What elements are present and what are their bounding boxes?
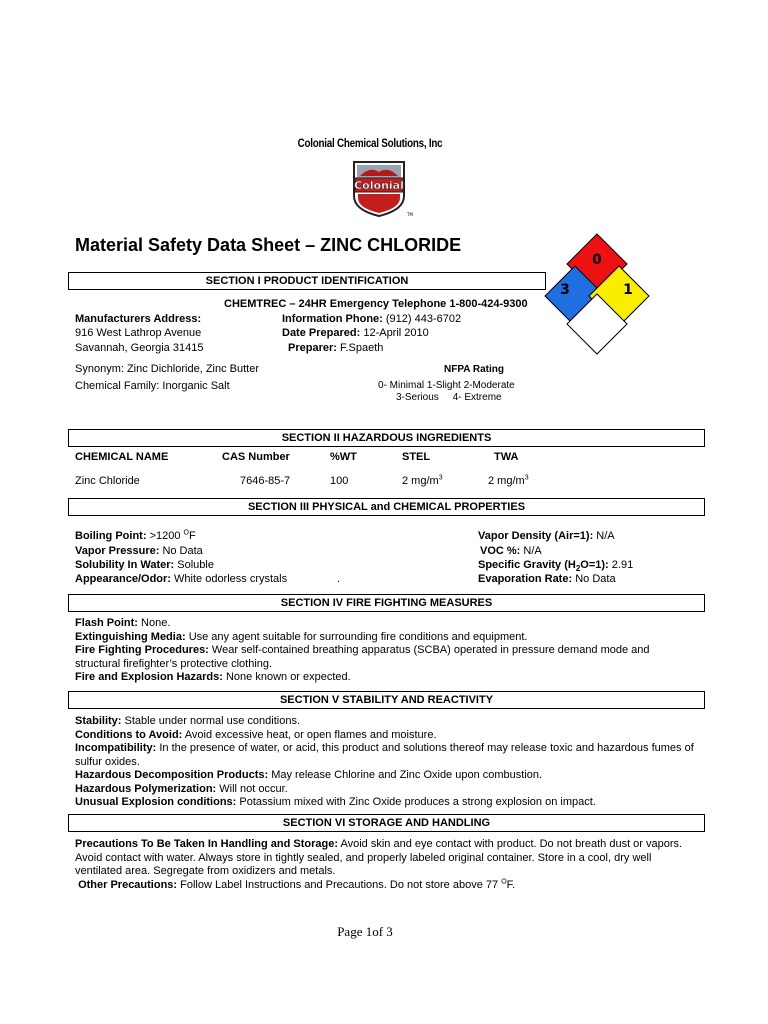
nfpa-flammability-value: 0 — [592, 252, 602, 268]
specific-gravity: Specific Gravity $(H_2O=1)$: 2.91 — [478, 559, 634, 574]
section2-heading: SECTION II HAZARDOUS INGREDIENTS — [68, 429, 705, 447]
appearance: Appearance/Odor: White odorless crystals — [75, 573, 288, 585]
nfpa-reactivity-value: 1 — [623, 282, 633, 298]
chemical-family: Chemical Family: Inorganic Salt — [75, 380, 230, 392]
row-wt: 100 — [330, 475, 349, 487]
address-line1: 916 West Lathrop Avenue — [75, 327, 202, 339]
section1-heading: SECTION I PRODUCT IDENTIFICATION — [68, 272, 546, 290]
section6-heading: SECTION VI STORAGE AND HANDLING — [68, 814, 705, 832]
row-cas-number: 7646-85-7 — [240, 475, 291, 487]
logo-text: Colonial — [354, 179, 404, 192]
company-name: Colonial Chemical Solutions, Inc — [297, 136, 443, 150]
row-stel: 2 $mg/m^3$ — [402, 474, 443, 487]
nfpa-diamond — [545, 228, 655, 358]
section5-body: Stability: Stable under normal use conditions. Conditions to Avoid: Avoid excessive heat, or open flames and moisture. Incompatibility: In the presence of water, or acid, this product and solutions thereof may release toxic and hazardous fumes of sulfur oxides. Hazardous Decomposition Products: May release Chlorine and Zinc Oxide upon combustion. Hazardous Polymerization: Will not occur. Unusual Explosion conditions: Potassium mixed with Zinc Oxide produces a strong explosion on impact. — [75, 715, 694, 808]
evaporation-rate: Evaporation Rate: No Data — [478, 573, 616, 585]
date-prepared: Date Prepared: 12-April 2010 — [282, 327, 429, 339]
colonial-logo — [346, 156, 412, 218]
voc: VOC %: N/A — [480, 545, 542, 557]
section3-heading: SECTION III PHYSICAL and CHEMICAL PROPERTIES — [68, 498, 705, 516]
row-twa: 2 $mg/m^3$ — [488, 474, 529, 487]
nfpa-scale-line1: 0- Minimal 1-Slight 2-Moderate — [378, 380, 515, 391]
page-number: Page 1of 3 — [337, 924, 393, 939]
vapor-density: Vapor Density (Air=1): N/A — [478, 530, 615, 542]
col-chemical-name: CHEMICAL NAME — [75, 451, 169, 463]
preparer: Preparer: F.Spaeth — [288, 342, 384, 354]
solubility: Solubility In Water: Soluble — [75, 559, 214, 571]
col-stel: STEL — [402, 451, 431, 463]
section4-heading: SECTION IV FIRE FIGHTING MEASURES — [68, 594, 705, 612]
document-title: Material Safety Data Sheet – ZINC CHLORIDE — [75, 235, 462, 255]
section4-body: Flash Point: None. Extinguishing Media: Use any agent suitable for surrounding fire conditions and equipment. Fire Fighting Procedures: Wear self-contained breathing apparatus (SCBA) operated in pressure demand mode and structural firefighter’s protective clothing. Fire and Explosion Hazards: None known or expected. — [75, 617, 650, 683]
section5-heading: SECTION V STABILITY AND REACTIVITY — [68, 691, 705, 709]
nfpa-scale-line2: 3-Serious 4- Extreme — [396, 392, 502, 403]
col-cas-number: CAS Number — [222, 451, 290, 463]
appearance-dot: . — [337, 573, 341, 585]
col-twa: TWA — [494, 451, 519, 463]
svg-text:TM: TM — [407, 212, 413, 217]
vapor-pressure: Vapor Pressure: No Data — [75, 545, 203, 557]
col-wt: %WT — [330, 451, 357, 463]
section6-body: Precautions To Be Taken In Handling and Storage: Avoid skin and eye contact with product. Do not breath dust or vapors. Avoid contact with water. Always store in tightly sealed, and properly labeled original container. Store in a cool, dry well ventilated area. Segregate from oxidizers and metals. Other Precautions: Follow Label Instructions and Precautions. Do not store above 77 $^O$F. — [75, 838, 683, 891]
synonym: Synonym: Zinc Dichloride, Zinc Butter — [75, 363, 260, 375]
nfpa-rating-title: NFPA Rating — [444, 364, 504, 375]
address-line2: Savannah, Georgia 31415 — [75, 342, 204, 354]
nfpa-health-value: 3 — [560, 282, 570, 298]
row-chemical-name: Zinc Chloride — [75, 475, 140, 487]
boiling-point: Boiling Point: >1200 $^O$F — [75, 529, 196, 542]
manufacturer-label: Manufacturers Address: — [75, 313, 202, 325]
info-phone: Information Phone: (912) 443-6702 — [282, 313, 462, 325]
chemtrec-line: CHEMTREC – 24HR Emergency Telephone 1-800-424-9300 — [224, 298, 528, 310]
